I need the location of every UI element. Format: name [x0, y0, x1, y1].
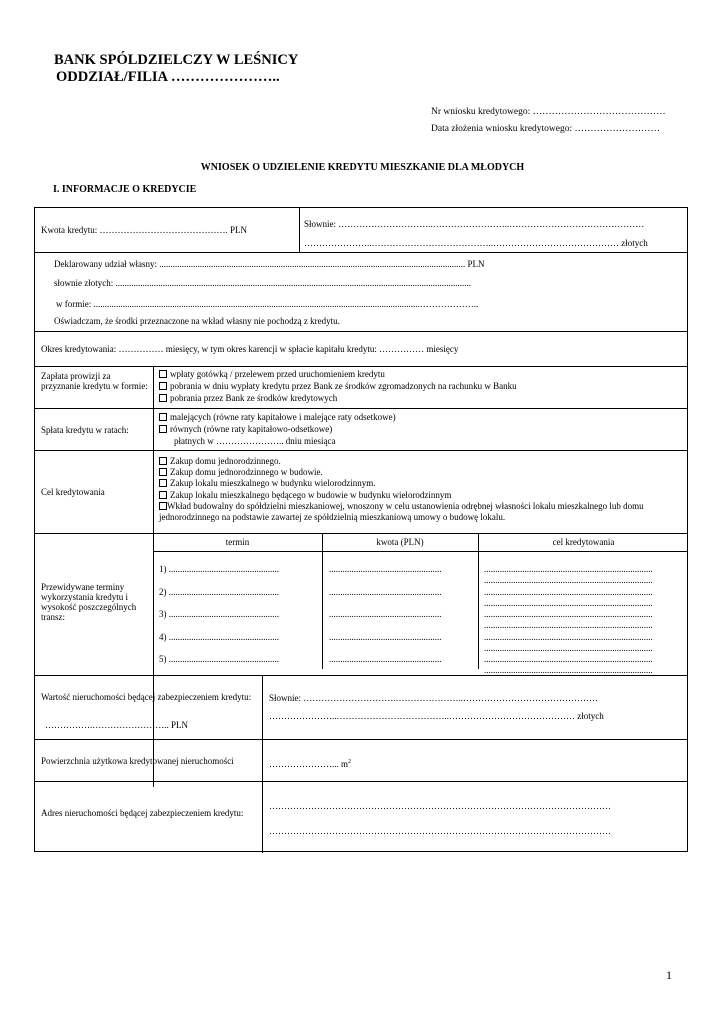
tranche-amount-2[interactable]: ..................................................	[329, 587, 442, 597]
tranche-purpose-line[interactable]: ...........................................................................	[484, 609, 653, 619]
application-date[interactable]: Data złożenia wniosku kredytowego: ………………………	[431, 124, 661, 134]
loan-amount-field[interactable]: Kwota kredytu: ……………………………………. PLN	[41, 225, 247, 235]
checkbox[interactable]	[159, 479, 167, 487]
commission-option-3[interactable]: pobrania przez Bank ze środków kredytowych	[159, 393, 337, 403]
purpose-option-2[interactable]: Zakup domu jednorodzinnego w budowie.	[159, 467, 323, 477]
page-number: 1	[666, 968, 672, 982]
contribution-words-field[interactable]: słownie złotych: ..............................................................................................................................................................	[54, 278, 471, 288]
own-funds-statement: Oświadczam, że środki przeznaczone na wkład własny nie pochodzą z kredytu.	[54, 316, 340, 326]
purpose-option-1[interactable]: Zakup domu jednorodzinnego.	[159, 456, 281, 466]
commission-label: Zapłata prowizji za przyznanie kredytu w formie:	[41, 371, 148, 391]
document-title: WNIOSEK O UDZIELENIE KREDYTU MIESZKANIE DLA MŁODYCH	[200, 162, 525, 173]
branch-line: ODDZIAŁ/FILIA …………………..	[56, 69, 280, 85]
tranche-term-2[interactable]: 2) .................................................	[159, 587, 279, 597]
tranche-purpose-line[interactable]: ...........................................................................	[484, 665, 653, 675]
checkbox[interactable]	[159, 394, 167, 402]
purpose-label: Cel kredytowania	[41, 487, 105, 497]
tranche-amount-3[interactable]: ..................................................	[329, 609, 442, 619]
tranche-purpose-line[interactable]: ...........................................................................	[484, 643, 653, 653]
collateral-value-label: Wartość nieruchomości będącej zabezpieczeniem kredytu:	[41, 692, 252, 702]
collateral-words-1[interactable]: Słownie: ………………………….…………………..………………………………………	[269, 693, 599, 703]
purpose-option-4[interactable]: Zakup lokalu mieszkalnego będącego w budowie w budynku wielorodzinnym	[159, 490, 451, 500]
tranche-purpose-line[interactable]: ...........................................................................	[484, 654, 653, 664]
address-line-1[interactable]: ……………………………………………………………………………………………………	[269, 801, 611, 811]
tranche-purpose-line[interactable]: ...........................................................................	[484, 620, 653, 630]
credit-info-form	[34, 207, 688, 852]
tranche-purpose-line[interactable]: ...........................................................................	[484, 632, 653, 642]
credit-period-field[interactable]: Okres kredytowania: …………… miesięcy, w tym okres karencji w spłacie kapitału kredytu: …………… miesięcy	[41, 344, 459, 354]
repayment-option-equal[interactable]: równych (równe raty kapitałowo-odsetkowe)	[159, 424, 332, 434]
tranches-label: Przewidywane terminy wykorzystania kredytu i wysokość poszczególnych transz:	[41, 582, 137, 622]
tranche-purpose-line[interactable]: ...........................................................................	[484, 575, 653, 585]
checkbox[interactable]	[159, 382, 167, 390]
section-title: I. INFORMACJE O KREDYCIE	[53, 184, 197, 195]
commission-option-1[interactable]: wpłaty gotówką / przelewem przed uruchomieniem kredytu	[159, 369, 385, 379]
tranche-purpose-line[interactable]: ...........................................................................	[484, 587, 653, 597]
tranche-purpose-line[interactable]: ...........................................................................	[484, 598, 653, 608]
tranche-header-purpose: cel kredytowania	[552, 537, 615, 547]
purpose-option-3[interactable]: Zakup lokalu mieszkalnego w budynku wielorodzinnym.	[159, 478, 375, 488]
checkbox[interactable]	[159, 457, 167, 465]
loan-amount-words-1[interactable]: Słownie: …………………………..……………………..………………………………………	[304, 219, 645, 229]
tranche-term-3[interactable]: 3) .................................................	[159, 609, 279, 619]
checkbox[interactable]	[159, 413, 167, 421]
checkbox[interactable]	[159, 502, 167, 510]
tranche-header-amount: kwota (PLN)	[376, 537, 424, 547]
repayment-label: Spłata kredytu w ratach:	[41, 425, 129, 435]
contribution-form-field[interactable]: w formie: .................................................................................................................................................………………..	[56, 299, 479, 309]
tranche-purpose-line[interactable]: ...........................................................................	[484, 564, 653, 574]
collateral-value-field[interactable]: …………….…………………….. PLN	[45, 720, 189, 730]
tranche-amount-5[interactable]: ..................................................	[329, 654, 442, 664]
tranche-term-4[interactable]: 4) .................................................	[159, 632, 279, 642]
checkbox[interactable]	[159, 425, 167, 433]
tranche-term-5[interactable]: 5) .................................................	[159, 654, 279, 664]
loan-amount-words-2[interactable]: …………………..…………………………………..…………………………………… złotych	[304, 238, 648, 248]
bank-name: BANK SPÓLDZIELCZY W LEŚNICY	[54, 52, 299, 68]
checkbox[interactable]	[159, 370, 167, 378]
area-field[interactable]: …………………... $m^2$	[269, 759, 352, 769]
tranche-amount-1[interactable]: ..................................................	[329, 564, 442, 574]
tranche-amount-4[interactable]: ..................................................	[329, 632, 442, 642]
purpose-option-5[interactable]: Wkład budowalny do spółdzielni mieszkaniowej, wnoszony w celu ustanowienia odrębnej własności lokalu mieszkalnego lub domu jednorodzinnego na podstawie zawartej ze spółdzielnią mieszkaniową umowy o budowę lokalu.	[159, 501, 644, 522]
tranche-header-term: termin	[225, 537, 250, 547]
address-label: Adres nieruchomości będącej zabezpieczeniem kredytu:	[41, 808, 244, 818]
repayment-due-day-field[interactable]: płatnych w ………………….. dniu miesiąca	[174, 436, 336, 446]
declared-contribution-field[interactable]: Deklarowany udział własny: ........................................................................................................................................ PLN	[54, 259, 485, 269]
commission-option-2[interactable]: pobrania w dniu wypłaty kredytu przez Bank ze środków zgromadzonych na rachunku w Banku	[159, 381, 517, 391]
area-label: Powierzchnia użytkowa kredytowanej nieruchomości	[41, 756, 234, 766]
application-number[interactable]: Nr wniosku kredytowego: ……………………………………	[431, 107, 666, 117]
checkbox[interactable]	[159, 491, 167, 499]
repayment-option-decreasing[interactable]: malejących (równe raty kapitałowe i malejące raty odsetkowe)	[159, 412, 396, 422]
checkbox[interactable]	[159, 468, 167, 476]
tranche-term-1[interactable]: 1) .................................................	[159, 564, 279, 574]
bank-header	[54, 52, 298, 86]
address-line-2[interactable]: ……………………………………………………………………………………………………	[269, 826, 611, 836]
collateral-words-2[interactable]: …………………..………………………………..…………………………………… złotych	[269, 711, 604, 721]
